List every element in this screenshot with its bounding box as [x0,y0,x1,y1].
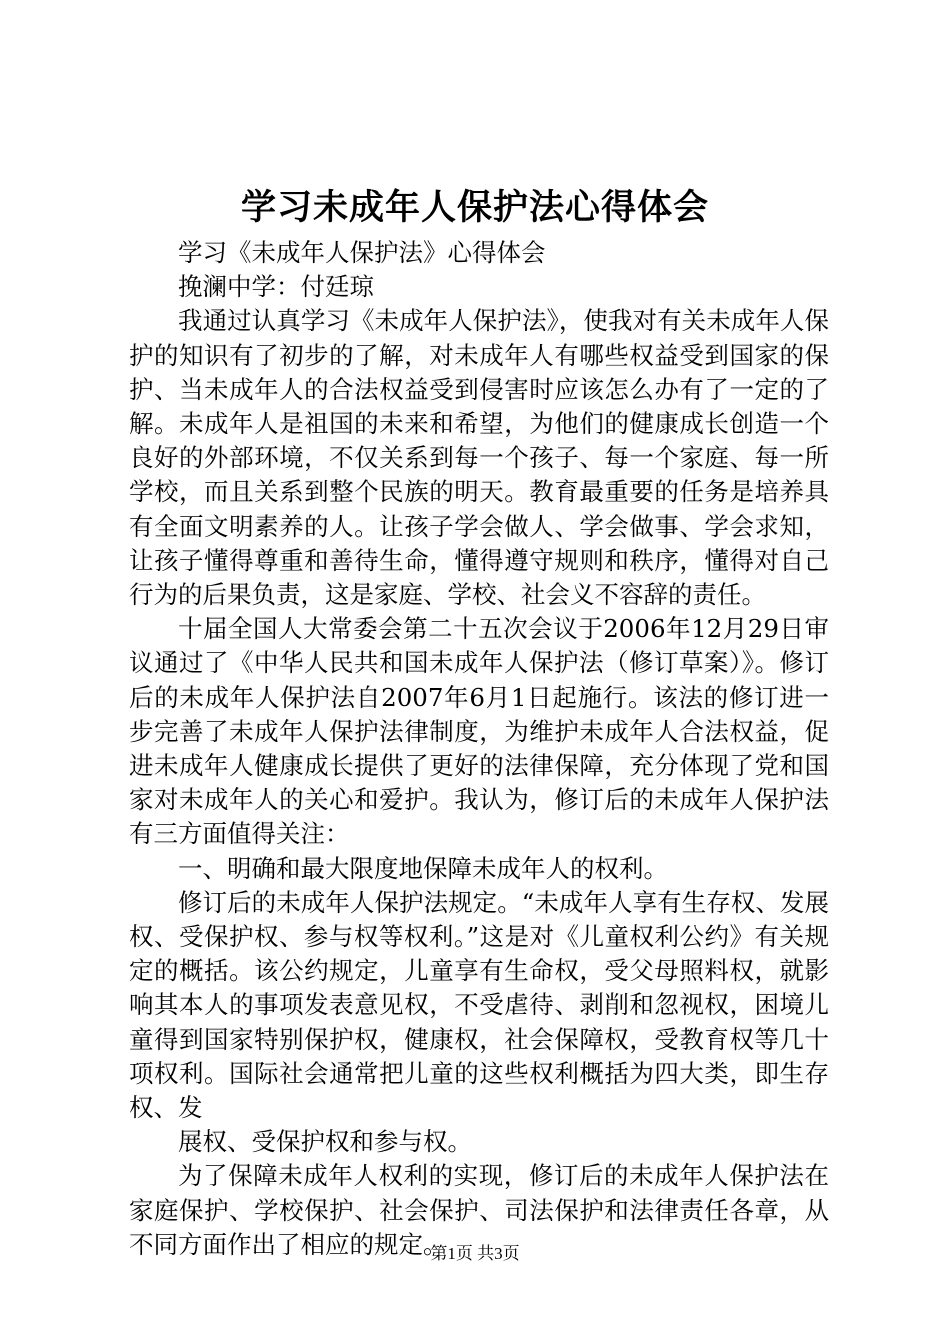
document-title: 学习未成年人保护法心得体会 [240,188,709,228]
page-footer: 第1页 共3页 [430,1244,520,1263]
document-body [129,236,829,1262]
paragraph: 为了保障未成年人权利的实现，修订后的未成年人保护法在家庭保护、学校保护、社会保护、司法保护和法律责任各章，从不同方面作出了相应的规定。 [129,1161,829,1259]
paragraph: 十届全国人大常委会第二十五次会议于2006年12月29日审议通过了《中华人民共和国未成年人保护法（修订草案）》。修订后的未成年人保护法自2007年6月1日起施行。该法的修订进一步完善了未成年人保护法律制度，为维护未成年人合法权益，促进未成年人健康成长提供了更好的法律保障，充分体现了党和国家对未成年人的关心和爱护。我认为，修订后的未成年人保护法有三方面值得关注： [129,614,829,849]
paragraph-author: 挽澜中学：付廷琼 [178,272,374,302]
paragraph-subtitle: 学习《未成年人保护法》心得体会 [178,238,546,267]
paragraph: 修订后的未成年人保护法规定。“未成年人享有生存权、发展权、受保护权、参与权等权利。”这是对《儿童权利公约》有关规定的概括。该公约规定，儿童享有生命权，受父母照料权，就影响其本人的事项发表意见权，不受虐待、剥削和忽视权，困境儿童得到国家特别保护权，健康权，社会保障权，受教育权等几十项权利。国际社会通常把儿童的这些权利概括为四大类，即生存权、发 [129,887,829,1123]
paragraph: 展权、受保护权和参与权。 [178,1127,472,1157]
paragraph-heading: 一、明确和最大限度地保障未成年人的权利。 [178,853,668,883]
paragraph: 我通过认真学习《未成年人保护法》，使我对有关未成年人保护的知识有了初步的了解，对未成年人有哪些权益受到国家的保护、当未成年人的合法权益受到侵害时应该怎么办有了一定的了解。未成年人是祖国的未来和希望，为他们的健康成长创造一个良好的外部环境，不仅关系到每一个孩子、每一个家庭、每一所学校，而且关系到整个民族的明天。教育最重要的任务是培养具有全面文明素养的人。让孩子学会做人、学会做事、学会求知，让孩子懂得尊重和善待生命，懂得遵守规则和秩序，懂得对自己行为的后果负责，这是家庭、学校、社会义不容辞的责任。 [129,306,829,610]
